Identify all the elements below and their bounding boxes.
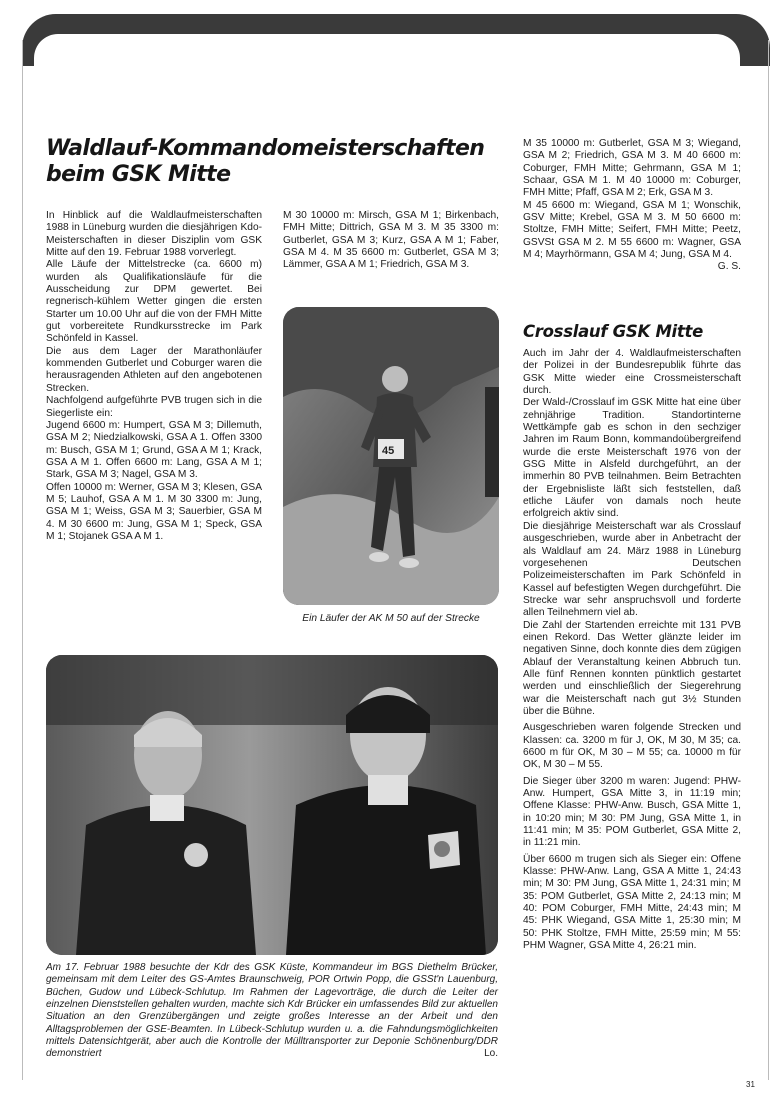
headline-line-2: beim GSK Mitte [46, 162, 231, 187]
article1-paragraph: Jugend 6600 m: Humpert, GSA M 3; Dillemuth, GSA M 2; Niedzialkowski, GSA A 1. Offen 3300 m: Busch, GSA M 1; Grund, GSA A M 1; Krack, GSA A M 1. Offen 6600 m: Lang, GSA A M 1; Stark, GSA M 3; Nagel, GSA M 3. [46, 419, 262, 481]
article2-paragraph: Die diesjährige Meisterschaft war als Crosslauf ausgeschrieben, wurde aber in Anbetracht der als Waldlauf am 24. März 1988 in Lüneburg vorgesehenen Deutschen Polizeimeisterschaften im Park Schönfeld in Kassel auf befestigten Wegen durchgeführt. Die Strecke war sehr anspruchsvoll und forderte allen Teilnehmern viel ab. [523, 520, 741, 619]
article2-paragraph: Ausgeschrieben waren folgende Strecken und Klassen: ca. 3200 m für J, OK, M 30, M 35; ca. 6600 m für OK, M 30 – M 55; ca. 10000 m für OK, M 30 – M 55. [523, 722, 741, 771]
article1-paragraph: Nachfolgend aufgeführte PVB trugen sich in die Siegerliste ein: [46, 395, 262, 419]
article2-paragraph: Der Wald-/Crosslauf im GSK Mitte hat eine über zehnjährige Tradition. Standortinterne Wettkämpfe gab es schon in den sechziger Jahren im Raum Bonn, kommandoübergreifend wurde die erste Meisterschaft 1976 von der GSG Mitte in Alsfeld durchgeführt, an der immerhin 80 PVB teilnahmen. Beim Betrachten der Ergebnisliste läßt sich feststellen, daß etliche Läufer von damals noch heute erfolgreich aktiv sind. [523, 397, 741, 520]
page-number: 31 [746, 1080, 755, 1089]
article2-column [523, 348, 741, 953]
article-headline [46, 136, 506, 188]
article1-results-text [523, 199, 741, 273]
article1-results-text: M 45 6600 m: Wiegand, GSA M 1; Wonschik, GSV Mitte; Krebel, GSA M 3. M 50 6600 m: Stoltze, FMH Mitte; Seifert, FMH Mitte; Peetz, GSVSt GSA M 2. M 55 6600 m: Wagner, GSA M 4; Mayrhörmann, GSA M 4; Jung, GSA M 4. [523, 199, 741, 261]
page-top-band-inner [34, 34, 740, 74]
runner-photo-image [283, 307, 499, 605]
runner-bib-number: 45 [382, 445, 395, 457]
article1-results-text: M 30 10000 m: Mirsch, GSA M 1; Birkenbach, FMH Mitte; Dittrich, GSA M 3. M 35 3300 m: Gutberlet, GSA M 3; Kurz, GSA A M 1; Faber, GSA M 4. M 35 6600 m: Gutberlet, GSA M 3; Lämmer, GSA A M 1; Friedrich, GSA M 3. [283, 210, 499, 271]
article1-paragraph: Die aus dem Lager der Marathonläufer kommenden Gutberlet und Coburger waren die herausragenden Athleten auf den angebotenen Strecken. [46, 345, 262, 394]
officers-photo [46, 655, 498, 955]
article1-column-3 [523, 138, 741, 274]
runner-photo-caption: Ein Läufer der AK M 50 auf der Strecke [302, 613, 480, 624]
officers-photo-caption [46, 962, 498, 1061]
officers-photo-image [46, 655, 498, 955]
officers-caption-initials: Lo. [484, 1048, 498, 1060]
article1-paragraph: Alle Läufe der Mittelstrecke (ca. 6600 m) wurden als Qualifikationsläufe für die Ausscheidung zur DPM gewertet. Bei regnerisch-kühlem Wetter gingen die ersten Starter um 10.00 Uhr auf die von der FMH Mitte gut vorbereitete Rundkursstrecke im Park Schönfeld in Kassel. [46, 259, 262, 345]
page-left-rule [22, 40, 23, 1080]
article2-title: Crosslauf GSK Mitte [523, 322, 703, 341]
article1-column-2 [283, 210, 499, 272]
article1-results-text: M 35 10000 m: Gutberlet, GSA M 3; Wiegand, GSA M 2; Friedrich, GSA M 3. M 40 6600 m: Coburger, FMH Mitte; Gehrmann, GSA M 1; Schaar, GSA M 1. M 40 10000 m: Coburger, FMH Mitte; Pfaff, GSA M 2; Erk, GSA M 3. [523, 138, 741, 199]
article1-paragraph: Offen 10000 m: Werner, GSA M 3; Klesen, GSA M 5; Lauhof, GSA A M 1. M 30 3300 m: Jung, GSA M 1; Weiss, GSA M 3; Sauerbier, GSA M 4. M 30 6600 m: Jung, GSA M 1; Speck, GSA M 1; Stojanek GSA A M 1. [46, 481, 262, 542]
article2-paragraph: Die Sieger über 3200 m waren: Jugend: PHW-Anw. Humpert, GSA Mitte 3, in 11:19 min; Offene Klasse: PHW-Anw. Busch, GSA Mitte 1, in 10:20 min; M 30: PM Jung, GSA Mitte 1, in 11:41 min; M 35: POM Gutberlet, GSA Mitte 2, in 11:21 min. [523, 775, 741, 849]
headline-line-1: Waldlauf-Kommandomeisterschaften [46, 136, 485, 161]
article1-signature: G. S. [717, 261, 741, 273]
runner-photo [283, 307, 499, 605]
article2-paragraph: Die Zahl der Startenden erreichte mit 131 PVB einen Rekord. Das Wetter glänzte leider im negativen Sinne, doch konnte dies dem zügigen Ablauf der Veranstaltung keinen Abbruch tun. Alle fünf Rennen konnten pünktlich gestartet werden und einschließlich der Siegerehrung war die Meisterschaft nach gut 3½ Stunden über die Bühne. [523, 619, 741, 717]
officers-caption-text: Am 17. Februar 1988 besuchte der Kdr des GSK Küste, Kommandeur im BGS Diethelm Brücker, gemeinsam mit dem Leiter des GS-Amtes Braunschweig, POR Ortwin Popp, die GSSt'n Lauenburg, Büchen, Gudow und Lübeck-Schlutup. Im Rahmen der Lagevorträge, die durch die Leiter der einzelnen Dienststellen gehalten wurden, machte sich Kdr Brücker ein umfassendes Bild zur aktuellen Situation an den Grenzübergängen und zeigte großes Interesse an der Arbeit und den Alltagsproblemen der GSE-Beamten. In Lübeck-Schlutup wurden u. a. die Fahndungsmöglichkeiten mittels Datensichtgerät, aber auch die Kontrolle der Mülltransporter zur Deponie Schönenburg/DDR demonstriert [46, 962, 498, 1060]
page-right-rule [768, 40, 769, 1080]
article2-paragraph: Auch im Jahr der 4. Waldlaufmeisterschaften der Polizei in der Bundesrepublik führte das GSK Mitte wieder eine Crossmeisterschaft durch. [523, 348, 741, 397]
article1-column-1 [46, 210, 262, 543]
article2-paragraph: Über 6600 m trugen sich als Sieger ein: Offene Klasse: PHW-Anw. Lang, GSA A Mitte 1, 24:43 min; M 30: PM Jung, GSA Mitte 1, 24:31 min; M 35: POM Gutberlet, GSA Mitte 2, 24:13 min; M 40: POM Coburger, FMH Mitte, 24:43 min; M 45: PHK Wiegand, GSA Mitte 1, 25:30 min; M 50: PHK Stoltze, FMH Mitte, 25:59 min; M 55: PHM Wagner, GSA Mitte 4, 26:21 min. [523, 853, 741, 952]
article1-paragraph: In Hinblick auf die Waldlaufmeisterschaften 1988 in Lüneburg wurden die diesjährigen Kdo-Meisterschaften in dieser Disziplin vom GSK Mitte auf den 19. Februar 1988 vorverlegt. [46, 210, 262, 259]
